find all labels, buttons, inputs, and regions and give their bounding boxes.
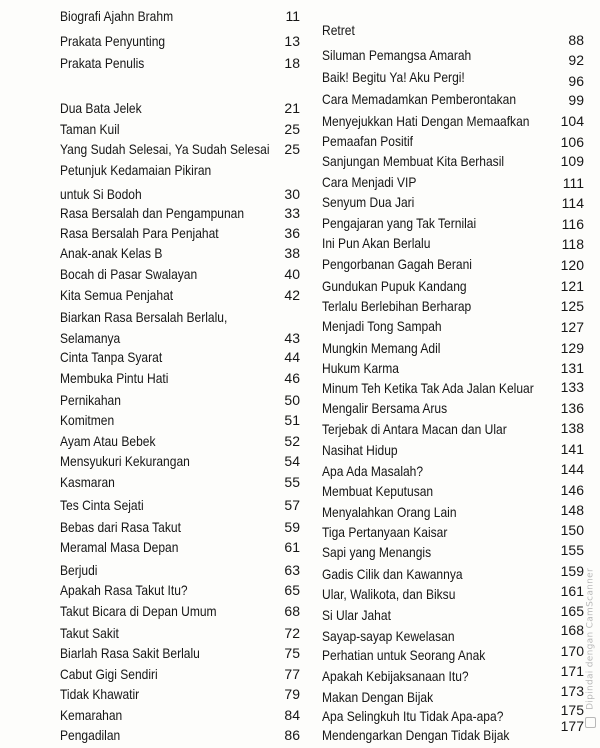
toc-entry-page: 59 xyxy=(284,519,300,535)
toc-entry-title: Komitmen xyxy=(60,412,115,428)
toc-entry-page: 96 xyxy=(568,73,584,89)
toc-entry-title: Menyejukkan Hati Dengan Memaafkan xyxy=(322,113,530,129)
toc-entry-page: 43 xyxy=(284,330,300,346)
toc-entry-page: 141 xyxy=(560,441,584,457)
toc-entry-page: 30 xyxy=(284,186,300,202)
toc-entry-title: Ini Pun Akan Berlalu xyxy=(322,235,431,251)
toc-entry-title: Gadis Cilik dan Kawannya xyxy=(322,566,463,582)
toc-entry-title: Menjadi Tong Sampah xyxy=(322,318,442,334)
toc-entry-page: 150 xyxy=(560,522,584,538)
toc-entry-title: Cabut Gigi Sendiri xyxy=(60,666,158,682)
toc-entry-page: 127 xyxy=(560,319,584,335)
toc-entry-page: 129 xyxy=(560,340,584,356)
toc-entry-title: Prakata Penyunting xyxy=(60,33,166,49)
toc-entry-page: 136 xyxy=(560,400,584,416)
toc-entry-page: 25 xyxy=(284,121,300,137)
toc-entry-page: 120 xyxy=(560,257,584,273)
toc-entry-page: 21 xyxy=(284,100,300,116)
toc-entry-page: 116 xyxy=(561,216,584,232)
toc-entry-title: Sayap-sayap Kewelasan xyxy=(322,628,455,644)
toc-entry-title: Sapi yang Menangis xyxy=(322,544,432,560)
toc-entry-title: Nasihat Hidup xyxy=(322,442,398,458)
toc-entry-page: 84 xyxy=(284,707,300,723)
toc-entry-title: Kita Semua Penjahat xyxy=(60,287,174,303)
toc-entry-title: Mensyukuri Kekurangan xyxy=(60,453,190,469)
toc-entry-page: 42 xyxy=(284,287,300,303)
toc-entry-page: 72 xyxy=(284,625,300,641)
toc-entry-page: 138 xyxy=(560,420,584,436)
toc-entry-title: Apa Selingkuh Itu Tidak Apa-apa? xyxy=(322,708,504,724)
toc-entry-page: 44 xyxy=(284,349,300,365)
toc-entry-page: 144 xyxy=(560,461,584,477)
toc-entry-title: Gundukan Pupuk Kandang xyxy=(322,278,467,294)
toc-entry-title: Terjebak di Antara Macan dan Ular xyxy=(322,421,507,437)
toc-entry-title: Retret xyxy=(322,22,355,38)
toc-entry-title: Makan Dengan Bijak xyxy=(322,689,434,705)
toc-entry-page: 173 xyxy=(560,683,584,699)
toc-entry-page: 92 xyxy=(568,52,584,68)
toc-entry-page: 54 xyxy=(284,453,300,469)
toc-entry-title: Ayam Atau Bebek xyxy=(60,433,156,449)
toc-entry-page: 118 xyxy=(561,236,584,252)
toc-entry-page: 52 xyxy=(284,433,300,449)
toc-entry-title: Sanjungan Membuat Kita Berhasil xyxy=(322,153,505,169)
toc-entry-title: Rasa Bersalah Para Penjahat xyxy=(60,225,219,241)
toc-entry-title: Cara Menjadi VIP xyxy=(322,174,417,190)
toc-entry-page: 61 xyxy=(284,539,300,555)
scanner-watermark xyxy=(585,568,596,728)
camscanner-icon xyxy=(585,717,596,728)
toc-entry-page: 168 xyxy=(560,622,584,638)
toc-entry-page: 148 xyxy=(560,502,584,518)
toc-entry-title: Apakah Rasa Takut Itu? xyxy=(60,582,188,598)
toc-entry-page: 55 xyxy=(284,474,300,490)
toc-entry-title: Selamanya xyxy=(60,330,121,346)
toc-entry-title: Minum Teh Ketika Tak Ada Jalan Keluar xyxy=(322,380,534,396)
toc-entry-page: 161 xyxy=(560,583,584,599)
toc-entry-page: 175 xyxy=(560,702,584,718)
toc-entry-title: Perhatian untuk Seorang Anak xyxy=(322,647,486,663)
toc-entry-page: 133 xyxy=(560,379,584,395)
toc-entry-title: Prakata Penulis xyxy=(60,55,145,71)
toc-entry-page: 33 xyxy=(284,205,300,221)
toc-entry-title: Biografi Ajahn Brahm xyxy=(60,8,174,24)
toc-entry-page: 159 xyxy=(560,563,584,579)
toc-entry-page: 50 xyxy=(284,392,300,408)
toc-entry-page: 77 xyxy=(284,666,300,682)
toc-entry-page: 106 xyxy=(560,134,584,150)
toc-entry-title: Baik! Begitu Ya! Aku Pergi! xyxy=(322,69,465,85)
toc-entry-page: 75 xyxy=(284,645,300,661)
toc-entry-title: Pengajaran yang Tak Ternilai xyxy=(322,215,477,231)
toc-entry-title: Apakah Kebijaksanaan Itu? xyxy=(322,668,469,684)
toc-entry-title: Si Ular Jahat xyxy=(322,607,391,623)
toc-entry-title: untuk Si Bodoh xyxy=(60,186,142,202)
toc-entry-title: Petunjuk Kedamaian Pikiran xyxy=(60,162,212,178)
toc-entry-page: 109 xyxy=(560,153,584,169)
toc-entry-page: 125 xyxy=(560,298,584,314)
toc-entry-page: 18 xyxy=(284,55,300,71)
toc-entry-title: Dua Bata Jelek xyxy=(60,100,142,116)
toc-entry-title: Membuat Keputusan xyxy=(322,483,434,499)
toc-entry-title: Cara Memadamkan Pemberontakan xyxy=(322,91,517,107)
toc-entry-page: 51 xyxy=(284,412,300,428)
toc-entry-page: 25 xyxy=(284,141,300,157)
toc-entry-title: Kasmaran xyxy=(60,474,115,490)
toc-entry-title: Mungkin Memang Adil xyxy=(322,340,441,356)
toc-entry-page: 46 xyxy=(284,370,300,386)
toc-entry-title: Hukum Karma xyxy=(322,360,399,376)
toc-entry-page: 170 xyxy=(560,643,584,659)
toc-entry-page: 79 xyxy=(284,686,300,702)
toc-entry-title: Bebas dari Rasa Takut xyxy=(60,519,181,535)
toc-entry-page: 146 xyxy=(560,482,584,498)
toc-entry-title: Pengadilan xyxy=(60,727,121,743)
toc-entry-page: 38 xyxy=(284,245,300,261)
toc-entry-page: 68 xyxy=(284,603,300,619)
toc-entry-title: Pemaafan Positif xyxy=(322,133,414,149)
toc-entry-title: Tiga Pertanyaan Kaisar xyxy=(322,524,448,540)
toc-entry-title: Biarkan Rasa Bersalah Berlalu, xyxy=(60,309,228,325)
toc-entry-page: 57 xyxy=(284,497,300,513)
toc-entry-page: 40 xyxy=(284,266,300,282)
toc-entry-page: 11 xyxy=(285,8,300,24)
toc-entry-title: Menyalahkan Orang Lain xyxy=(322,504,457,520)
toc-entry-title: Membuka Pintu Hati xyxy=(60,370,169,386)
toc-entry-page: 65 xyxy=(284,582,300,598)
toc-entry-title: Taman Kuil xyxy=(60,121,120,137)
toc-entry-title: Tidak Khawatir xyxy=(60,686,140,702)
toc-entry-title: Takut Bicara di Depan Umum xyxy=(60,603,217,619)
toc-entry-page: 111 xyxy=(562,175,584,191)
toc-entry-title: Terlalu Berlebihan Berharap xyxy=(322,298,472,314)
toc-entry-title: Takut Sakit xyxy=(60,625,119,641)
toc-entry-title: Tes Cinta Sejati xyxy=(60,497,144,513)
toc-entry-title: Biarlah Rasa Sakit Berlalu xyxy=(60,645,200,661)
toc-entry-page: 104 xyxy=(560,113,584,129)
toc-entry-page: 13 xyxy=(284,33,300,49)
toc-entry-page: 177 xyxy=(560,718,584,734)
toc-entry-title: Bocah di Pasar Swalayan xyxy=(60,266,198,282)
toc-entry-title: Ular, Walikota, dan Biksu xyxy=(322,586,456,602)
toc-entry-page: 88 xyxy=(568,32,584,48)
toc-entry-title: Anak-anak Kelas B xyxy=(60,245,163,261)
toc-entry-title: Yang Sudah Selesai, Ya Sudah Selesai xyxy=(60,141,270,157)
watermark-text: Dipindai dengan CamScanner xyxy=(585,567,596,710)
toc-entry-page: 114 xyxy=(561,195,584,211)
toc-entry-title: Kemarahan xyxy=(60,707,123,723)
toc-entry-page: 99 xyxy=(568,92,584,108)
toc-entry-page: 171 xyxy=(560,663,584,679)
toc-entry-page: 155 xyxy=(560,542,584,558)
toc-entry-title: Apa Ada Masalah? xyxy=(322,463,424,479)
toc-entry-page: 86 xyxy=(284,727,300,743)
toc-entry-title: Siluman Pemangsa Amarah xyxy=(322,47,472,63)
toc-entry-title: Pernikahan xyxy=(60,392,121,408)
toc-entry-title: Cinta Tanpa Syarat xyxy=(60,349,163,365)
toc-entry-title: Senyum Dua Jari xyxy=(322,194,415,210)
toc-entry-page: 63 xyxy=(284,562,300,578)
toc-entry-title: Rasa Bersalah dan Pengampunan xyxy=(60,205,245,221)
toc-entry-page: 165 xyxy=(560,603,584,619)
toc-entry-page: 121 xyxy=(560,278,584,294)
toc-entry-title: Mengalir Bersama Arus xyxy=(322,400,448,416)
toc-entry-page: 131 xyxy=(560,360,584,376)
toc-entry-page: 36 xyxy=(284,225,300,241)
toc-entry-title: Mendengarkan Dengan Tidak Bijak xyxy=(322,727,510,743)
toc-right-column xyxy=(300,0,590,748)
toc-entry-title: Pengorbanan Gagah Berani xyxy=(322,256,472,272)
toc-entry-title: Meramal Masa Depan xyxy=(60,539,179,555)
toc-entry-title: Berjudi xyxy=(60,562,98,578)
